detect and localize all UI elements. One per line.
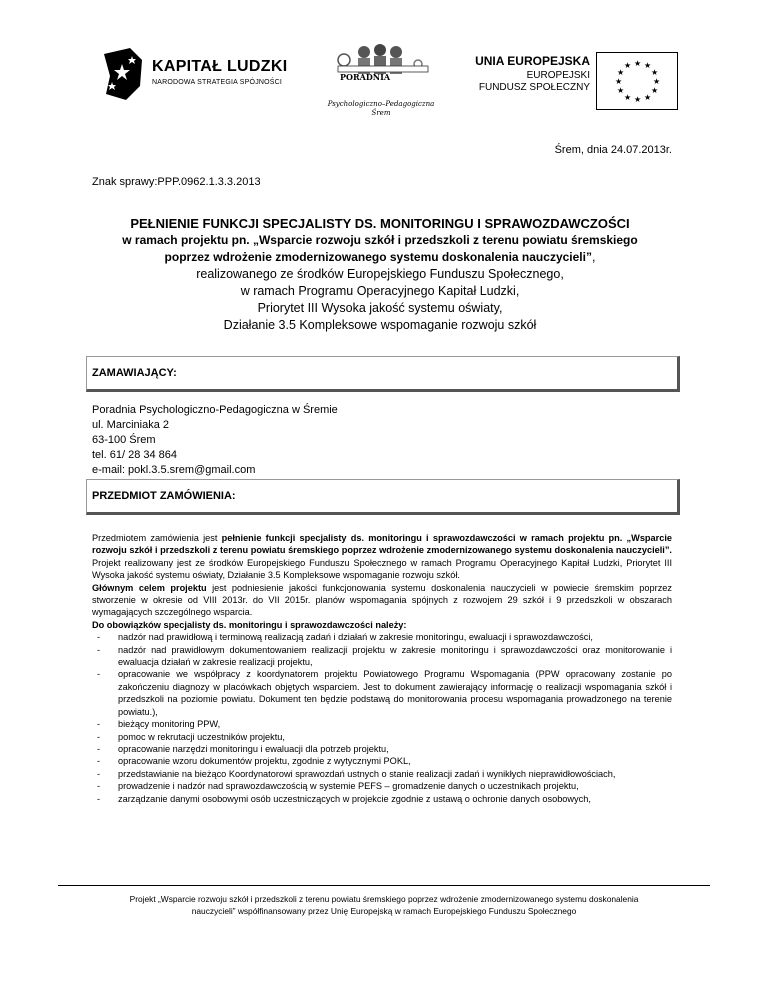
footer <box>58 893 710 917</box>
children-illustration-icon <box>318 38 438 98</box>
city: 63-100 Śrem <box>92 434 156 446</box>
document-date: Śrem, dnia 24.07.2013r. <box>554 144 672 156</box>
footer-line-1: Projekt „Wsparcie rozwoju szkół i przedszkoli z terenu powiatu śremskiego poprzez wdrożenie zmodernizowanego systemu doskonalenia <box>129 894 639 904</box>
list-item: - nadzór nad prawidłowym dokumentowaniem realizacji projektu w zakresie monitoringu i sprawozdawczości oraz monitorowanie i ewaluacja działań w zakresie realizacji projektu, <box>92 644 672 669</box>
list-item: - przedstawianie na bieżąco Koordynatorowi sprawozdań ustnych o stanie realizacji zadań i wynikłych nieprawidłowościach, <box>92 768 672 780</box>
przedmiot-body <box>92 532 672 805</box>
svg-text:★: ★ <box>634 95 642 104</box>
list-item: - pomoc w rekrutacji uczestników projektu, <box>92 731 672 743</box>
list-item: - prowadzenie i nadzór nad sprawozdawczością w systemie PEFS – gromadzenie danych o uczestnikach projektu, <box>92 780 672 792</box>
p1-c: Projekt realizowany jest ze środków Europejskiego Funduszu Społecznego w ramach Programu Operacyjnego Kapitał Ludzki, Priorytet III Wysoka jakość systemu oświaty, Działanie 3.5 Kompleksowe wspomaganie rozwoju szkół. <box>92 557 672 581</box>
poradnia-logo <box>318 38 438 118</box>
zamawiajacy-label: ZAMAWIAJĄCY: <box>92 367 177 379</box>
title-line-4: realizowanego ze środków Europejskiego Funduszu Społecznego, <box>196 267 564 281</box>
svg-text:★: ★ <box>617 86 625 95</box>
svg-text:★: ★ <box>615 77 623 86</box>
phone: tel. 61/ 28 34 864 <box>92 449 178 461</box>
eu-flag-icon <box>596 52 678 110</box>
svg-text:★: ★ <box>617 68 625 77</box>
svg-text:★: ★ <box>624 93 632 102</box>
list-item: - opracowanie we współpracy z koordynatorem projektu Powiatowego Programu Wspomagania (PPW opracowany zostanie po zakończeniu diagnozy w placówkach objętych wsparciem. Jest to dokument zawierający informację o realizacji wspomagania szkół i przedszkoli na poziomie powiatu. Dokument ten będzie podstawą do monitorowania procesu wspomagania prowadzonego na terenie powiatu.), <box>92 668 672 718</box>
list-item: - opracowanie wzoru dokumentów projektu, zgodnie z wytycznymi POKL, <box>92 755 672 767</box>
svg-text:★: ★ <box>653 77 661 86</box>
page-title: PEŁNIENIE FUNKCJI SPECJALISTY DS. MONITORINGU I SPRAWOZDAWCZOŚCI <box>130 216 630 231</box>
p1-b: pełnienie funkcji specjalisty ds. monitoringu i sprawozdawczości w ramach projektu pn. „Wsparcie rozwoju szkół i przedszkoli z terenu powiatu śremskiego poprzez wdrożenie zmodernizowanego systemu doskonalenia nauczycieli”. <box>92 533 672 556</box>
svg-text:★: ★ <box>634 59 642 68</box>
email: e-mail: pokl.3.5.srem@gmail.com <box>92 464 256 476</box>
list-item: - zarządzanie danymi osobowymi osób uczestniczących w projekcie zgodnie z ustawą o ochronie danych osobowych, <box>92 793 672 805</box>
przedmiot-label: PRZEDMIOT ZAMÓWIENIA: <box>92 490 236 502</box>
poradnia-subtitle-2: Śrem <box>371 109 391 117</box>
street: ul. Marciniaka 2 <box>92 419 170 431</box>
p2-a: Głównym celem projektu <box>92 582 207 593</box>
ue-line-1: UNIA EUROPEJSKA <box>475 54 590 68</box>
ue-line-2: EUROPEJSKI <box>526 70 590 81</box>
document-heading <box>80 215 680 334</box>
poradnia-subtitle-1: Psychologiczno–Pedagogiczna <box>327 100 435 108</box>
paragraph-3 <box>92 619 672 631</box>
footer-divider <box>58 885 710 886</box>
title-line-3: poprzez wdrożenie zmodernizowanego systemu doskonalenia nauczycieli” <box>164 250 592 264</box>
list-item: - bieżący monitoring PPW, <box>92 718 672 730</box>
institution-name: Poradnia Psychologiczno-Pedagogiczna w Śremie <box>92 404 338 416</box>
p1-a: Przedmiotem zamówienia jest <box>92 533 222 543</box>
kapital-ludzki-emblem-icon <box>100 46 146 102</box>
list-item: - opracowanie narzędzi monitoringu i ewaluacji dla potrzeb projektu, <box>92 743 672 755</box>
svg-text:★: ★ <box>651 86 659 95</box>
kapital-ludzki-title: KAPITAŁ LUDZKI <box>152 58 288 75</box>
title-line-6: Priorytet III Wysoka jakość systemu oświaty, <box>257 301 503 315</box>
svg-text:★: ★ <box>644 93 652 102</box>
title-line-7: Działanie 3.5 Kompleksowe wspomaganie rozwoju szkół <box>223 318 537 332</box>
svg-text:★: ★ <box>624 61 632 70</box>
p2-b: jest podniesienie jakości funkcjonowania systemu doskonalenia nauczycieli w powiecie śremskim poprzez stworzenie w okresie od VIII 2013r. do VII 2015r. planów wspomagania spójnych z rozwojem 29 szkół i 9 przedszkoli w obszarach wymagających szczególnego wsparcia. <box>92 582 672 618</box>
paragraph-1 <box>92 532 672 582</box>
ue-logo <box>468 52 678 112</box>
zamawiajacy-section-header <box>86 356 680 392</box>
przedmiot-section-header <box>86 479 680 515</box>
p3: Do obowiązków specjalisty ds. monitoringu i sprawozdawczości należy: <box>92 619 407 630</box>
zamawiajacy-address <box>92 403 338 478</box>
footer-line-2: nauczycieli” współfinansowany przez Unię Europejską w ramach Europejskiego Funduszu Społecznego <box>191 906 577 916</box>
kapital-ludzki-subtitle: NARODOWA STRATEGIA SPÓJNOŚCI <box>152 79 283 86</box>
paragraph-2 <box>92 582 672 619</box>
duties-list <box>92 631 672 805</box>
svg-text:★: ★ <box>644 61 652 70</box>
title-line-2: w ramach projektu pn. „Wsparcie rozwoju szkół i przedszkoli z terenu powiatu śremskiego <box>122 233 638 247</box>
header-logos <box>0 38 768 118</box>
poradnia-name: PORADNIA <box>340 72 391 82</box>
reference-number: Znak sprawy:PPP.0962.1.3.3.2013 <box>92 176 261 188</box>
svg-text:★: ★ <box>651 68 659 77</box>
ue-line-3: FUNDUSZ SPOŁECZNY <box>478 82 590 93</box>
title-line-3-tail: , <box>591 250 596 264</box>
list-item: - nadzór nad prawidłową i terminową realizacją zadań i działań w zakresie monitoringu, ewaluacji i sprawozdawczości, <box>92 631 672 643</box>
kapital-ludzki-logo <box>100 46 300 106</box>
title-line-5: w ramach Programu Operacyjnego Kapitał Ludzki, <box>240 284 520 298</box>
